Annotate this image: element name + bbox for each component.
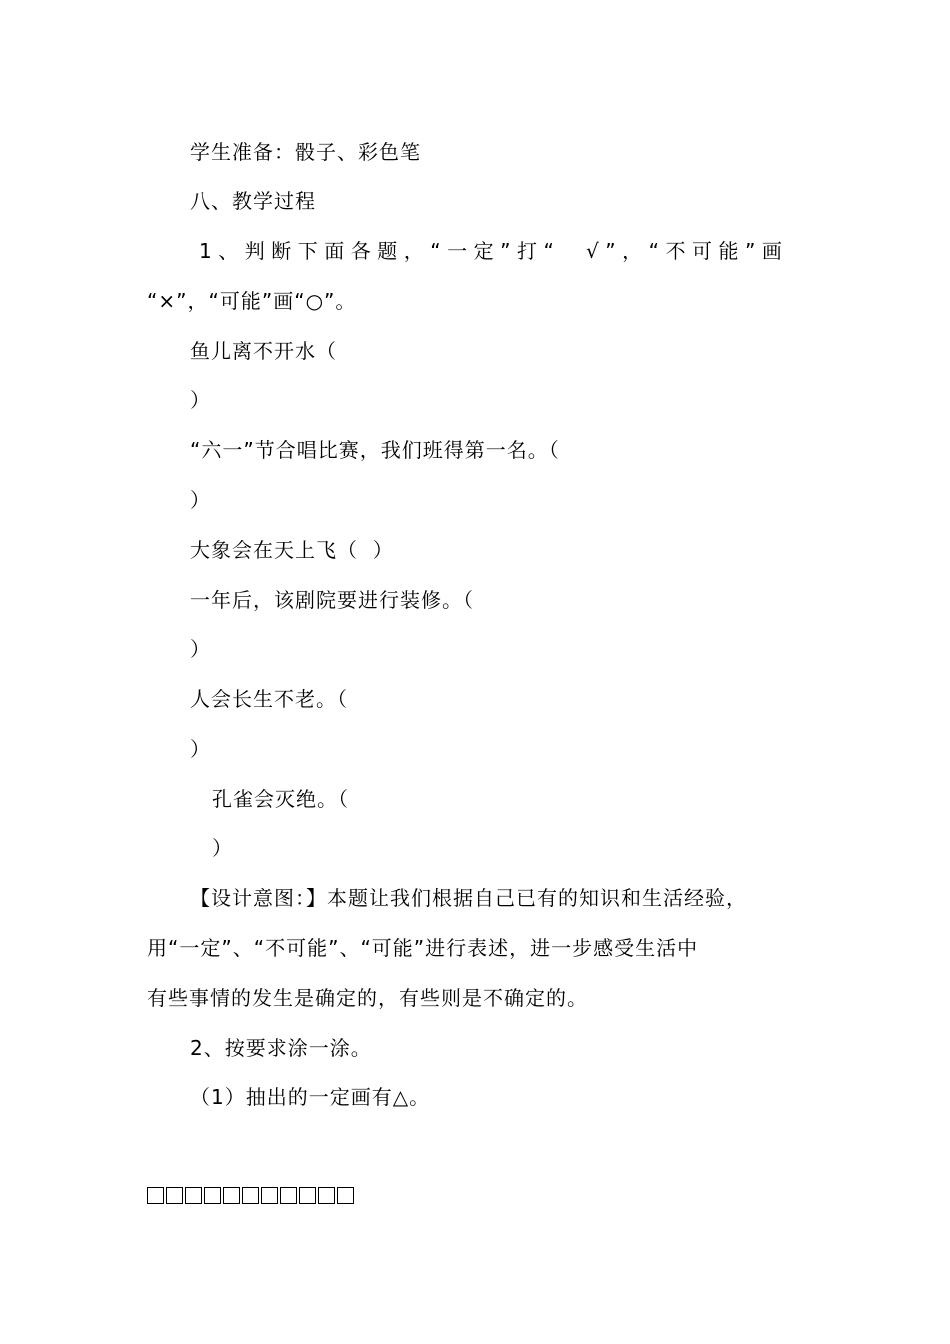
placeholder-box-row xyxy=(147,1185,354,1205)
question-item-fish-close: ） xyxy=(190,388,211,412)
student-prep-line: 学生准备：骰子、彩色笔 xyxy=(190,140,421,164)
question-item-fish: 鱼儿离不开水（ xyxy=(190,339,337,363)
placeholder-box xyxy=(318,1187,335,1204)
question-item-elephant: 大象会在天上飞（ ） xyxy=(190,538,394,562)
question-item-theater: 一年后，该剧院要进行装修。（ xyxy=(190,588,474,612)
question-2-instruction: 2、按要求涂一涂。 xyxy=(190,1036,372,1060)
question-item-immortal-close: ） xyxy=(190,737,211,761)
placeholder-box xyxy=(299,1187,316,1204)
question-1-instruction: 1、判断下面各题，“一定”打“ √”，“不可能”画 xyxy=(199,239,789,263)
placeholder-box xyxy=(242,1187,259,1204)
design-intent-line-3: 有些事情的发生是确定的，有些则是不确定的。 xyxy=(147,986,588,1010)
question-item-choir: “六一”节合唱比赛，我们班得第一名。（ xyxy=(190,438,560,462)
design-intent-line-1: 【设计意图：】本题让我们根据自己已有的知识和生活经验， xyxy=(190,886,747,910)
question-item-peacock-close: ） xyxy=(212,836,233,860)
section-heading-teaching-process: 八、教学过程 xyxy=(190,189,316,213)
placeholder-box xyxy=(261,1187,278,1204)
placeholder-box xyxy=(280,1187,297,1204)
design-intent-line-2: 用“一定”、“不可能”、“可能”进行表述，进一步感受生活中 xyxy=(147,936,699,960)
placeholder-box xyxy=(166,1187,183,1204)
question-item-theater-close: ） xyxy=(190,637,211,661)
placeholder-box xyxy=(337,1187,354,1204)
question-2-sub-1: （1）抽出的一定画有△。 xyxy=(190,1085,431,1109)
question-item-choir-close: ） xyxy=(190,488,211,512)
question-item-immortal: 人会长生不老。（ xyxy=(190,687,348,711)
placeholder-box xyxy=(223,1187,240,1204)
question-item-peacock: 孔雀会灭绝。（ xyxy=(212,787,349,811)
question-1-instruction-continued: “×”，“可能”画“○”。 xyxy=(147,289,357,313)
placeholder-box xyxy=(185,1187,202,1204)
placeholder-box xyxy=(204,1187,221,1204)
placeholder-box xyxy=(147,1187,164,1204)
